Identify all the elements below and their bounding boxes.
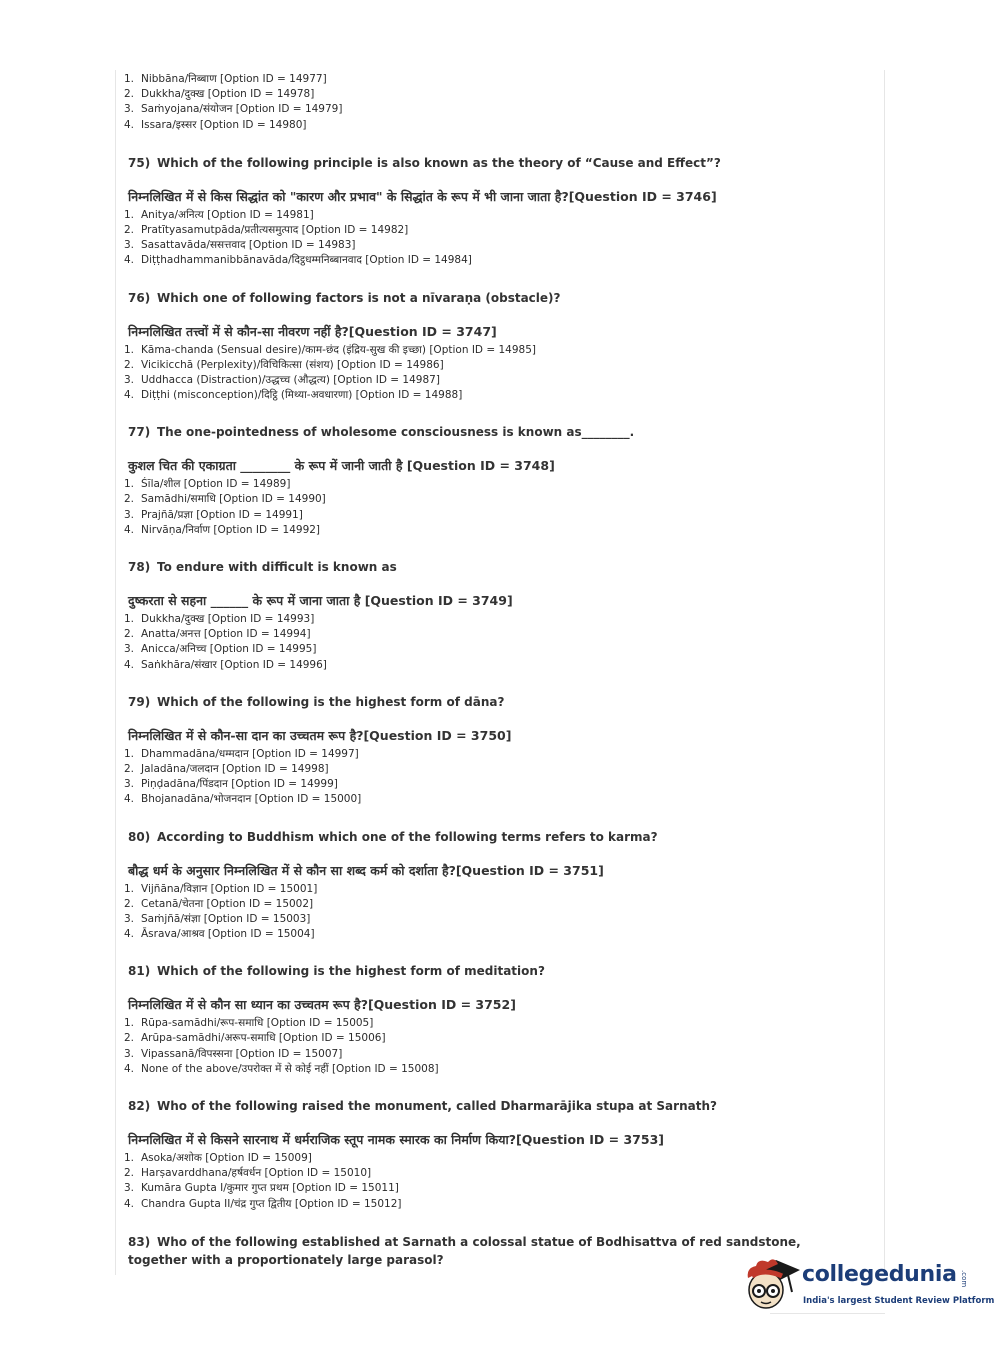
option-text: Nibbāna/निब्बाण [Option ID = 14977] — [141, 73, 327, 85]
option-text: Anatta/अनत्त [Option ID = 14994] — [141, 628, 311, 641]
option-text: Dukkha/दुक्ख [Option ID = 14978] — [141, 88, 315, 101]
option-item — [124, 508, 824, 523]
option-item — [124, 1016, 824, 1031]
option-text: Asoka/अशोक [Option ID = 15009] — [141, 1152, 312, 1164]
question-english: Which of the following principle is also known as the theory of “Cause and Effect”? — [157, 155, 721, 170]
option-item — [124, 1151, 824, 1166]
question-text-english: Who of the following established at Sarnath a colossal statue of Bodhisattva of red sandstone, together with a proportionately large parasol? — [128, 1234, 801, 1267]
option-text: Anitya/अनित्य [Option ID = 14981] — [141, 208, 314, 221]
question-number: 83) — [128, 1234, 151, 1249]
question-block — [124, 154, 824, 269]
option-text: Diṭṭhadhammanibbānavāda/दिट्ठधम्मनिब्बानवाद [Option ID = 14984] — [141, 254, 472, 267]
intro-option-list — [124, 72, 824, 133]
option-number: 1. — [124, 73, 135, 85]
option-number: 2. — [124, 358, 135, 371]
option-list — [124, 477, 824, 538]
option-item — [124, 1181, 824, 1196]
option-item — [124, 477, 824, 492]
option-item — [124, 627, 824, 642]
option-number: 2. — [124, 762, 135, 775]
option-text: Kumāra Gupta I/कुमार गुप्त प्रथम [Option ID = 15011] — [141, 1182, 399, 1195]
option-number: 4. — [124, 1197, 135, 1210]
page-border-left — [115, 70, 116, 1275]
option-item — [124, 747, 824, 762]
question-number: 81) — [128, 964, 151, 979]
question-block — [124, 558, 824, 673]
option-number: 1. — [124, 613, 135, 625]
option-item — [124, 1062, 824, 1077]
question-text-hindi: दुष्करता से सहना ______ के रूप में जाना जाता है [Question ID = 3749] — [128, 593, 513, 608]
option-number: 4. — [124, 793, 135, 806]
option-number: 4. — [124, 928, 135, 941]
option-text: Dukkha/दुक्ख [Option ID = 14993] — [141, 613, 315, 625]
option-item — [124, 208, 824, 223]
option-item — [124, 343, 824, 358]
option-number: 3. — [124, 103, 135, 116]
option-number: 3. — [124, 1047, 135, 1060]
option-number: 1. — [124, 1017, 135, 1030]
option-number: 2. — [124, 1167, 135, 1180]
option-number: 3. — [124, 643, 135, 656]
question-text-hindi: निम्नलिखित तत्त्वों में से कौन-सा नीवरण नहीं है?[Question ID = 3747] — [128, 323, 497, 339]
question-number: 75) — [128, 155, 151, 170]
question-text-english — [128, 289, 824, 307]
collegedunia-logo — [742, 1250, 995, 1314]
question-english: To endure with difficult is known as — [157, 560, 397, 574]
option-text: Vipassanā/विपस्सना [Option ID = 15007] — [141, 1047, 343, 1060]
option-item — [124, 118, 824, 133]
option-text: Chandra Gupta II/चंद्र गुप्त द्वितीय [Option ID = 15012] — [141, 1197, 402, 1210]
question-number: 77) — [128, 425, 151, 440]
question-paper-content — [124, 72, 824, 1269]
option-text: Kāma-chanda (Sensual desire)/काम-छंद (इंद्रिय-सुख की इच्छा) [Option ID = 14985] — [141, 343, 536, 356]
question-block — [124, 1097, 824, 1212]
option-text: Sasattavāda/ससत्तवाद [Option ID = 14983] — [141, 239, 356, 252]
option-text: Vicikicchā (Perplexity)/विचिकित्सा (संशय) [Option ID = 14986] — [141, 358, 444, 371]
option-number: 2. — [124, 223, 135, 236]
option-number: 4. — [124, 1062, 135, 1075]
option-item — [124, 897, 824, 912]
option-number: 3. — [124, 778, 135, 791]
option-text: Diṭṭhi (misconception)/दिट्ठि (मिथ्या-अवधारणा) [Option ID = 14988] — [141, 389, 463, 402]
option-number: 3. — [124, 1182, 135, 1195]
logo-dotcom: .com — [960, 1270, 968, 1288]
option-text: Piṇḍadāna/पिंडदान [Option ID = 14999] — [141, 778, 338, 791]
option-item — [124, 373, 824, 388]
logo-tagline: India's largest Student Review Platform — [803, 1296, 995, 1306]
option-item — [124, 238, 824, 253]
question-83 — [128, 1233, 818, 1269]
option-item — [124, 882, 824, 897]
option-text: Vijñāna/विज्ञान [Option ID = 15001] — [141, 882, 318, 895]
option-text: Cetanā/चेतना [Option ID = 15002] — [141, 897, 314, 910]
option-text: Āsrava/आश्रव [Option ID = 15004] — [141, 928, 315, 941]
option-text: Saṁjñā/संज्ञा [Option ID = 15003] — [141, 912, 311, 925]
page-border-right — [884, 70, 885, 1275]
question-english: The one-pointedness of wholesome consciousness is known as________. — [157, 425, 635, 440]
option-number: 1. — [124, 478, 135, 491]
option-item — [124, 102, 824, 117]
question-text-english — [128, 693, 824, 711]
question-english: Which of the following is the highest form of dāna? — [157, 694, 505, 709]
question-text-hindi: निम्नलिखित में से कौन-सा दान का उच्चतम रूप है?[Question ID = 3750] — [128, 727, 512, 743]
option-list — [124, 882, 824, 943]
question-number: 76) — [128, 290, 151, 305]
option-item — [124, 253, 824, 268]
question-english: Which one of following factors is not a nīvaraṇa (obstacle)? — [157, 290, 561, 305]
option-number: 1. — [124, 208, 135, 221]
option-item — [124, 523, 824, 538]
option-number: 2. — [124, 628, 135, 641]
option-text: Issara/इस्सर [Option ID = 14980] — [141, 118, 307, 131]
option-text: Rūpa-samādhi/रूप-समाधि [Option ID = 15005] — [141, 1017, 374, 1030]
option-number: 1. — [124, 882, 135, 895]
option-text: Saṅkhāra/संखार [Option ID = 14996] — [141, 658, 327, 671]
option-text: None of the above/उपरोक्त में से कोई नहीं [Option ID = 15008] — [141, 1062, 439, 1075]
question-number: 79) — [128, 694, 151, 709]
question-text-english — [128, 962, 824, 980]
question-number: 80) — [128, 829, 151, 844]
question-english: Who of the following raised the monument, called Dharmarājika stupa at Sarnath? — [157, 1099, 717, 1113]
option-item — [124, 912, 824, 927]
option-item — [124, 777, 824, 792]
option-text: Samādhi/समाधि [Option ID = 14990] — [141, 493, 326, 506]
option-number: 3. — [124, 508, 135, 521]
option-text: Anicca/अनिच्च [Option ID = 14995] — [141, 643, 317, 656]
option-list — [124, 1016, 824, 1077]
question-text-hindi: निम्नलिखित में से किस सिद्धांत को "कारण और प्रभाव" के सिद्धांत के रूप में भी जाना जाता है?[Question ID = 3746] — [128, 188, 717, 204]
option-item — [124, 1031, 824, 1046]
option-text: Saṁyojana/संयोजन [Option ID = 14979] — [141, 103, 343, 116]
option-number: 1. — [124, 747, 135, 760]
option-item — [124, 642, 824, 657]
option-text: Pratītyasamutpāda/प्रतीत्यसमुत्पाद [Option ID = 14982] — [141, 223, 409, 236]
option-number: 2. — [124, 493, 135, 506]
option-number: 4. — [124, 523, 135, 536]
option-text: Nirvāṇa/निर्वाण [Option ID = 14992] — [141, 523, 321, 536]
option-number: 1. — [124, 343, 135, 356]
option-text: Arūpa-samādhi/अरूप-समाधि [Option ID = 15006] — [141, 1032, 386, 1045]
question-text-english — [128, 154, 824, 172]
option-number: 4. — [124, 389, 135, 402]
mascot-icon — [742, 1250, 802, 1312]
question-text-english — [128, 1097, 824, 1115]
question-block — [124, 693, 824, 808]
question-number: 82) — [128, 1099, 151, 1113]
option-list — [124, 343, 824, 404]
question-text-hindi: कुशल चित की एकाग्रता ________ के रूप में जानी जाती है [Question ID = 3748] — [128, 458, 555, 474]
question-text-english — [128, 558, 824, 576]
option-text: Harṣavarddhana/हर्षवर्धन [Option ID = 15010] — [141, 1167, 372, 1180]
option-item — [124, 762, 824, 777]
option-number: 4. — [124, 254, 135, 267]
option-text: Śīla/शील [Option ID = 14989] — [141, 478, 291, 491]
question-english: Which of the following is the highest form of meditation? — [157, 964, 545, 979]
question-block — [124, 289, 824, 404]
option-list — [124, 1151, 824, 1212]
logo-brand: collegedunia — [802, 1262, 957, 1287]
option-number: 1. — [124, 1152, 135, 1164]
option-list — [124, 612, 824, 673]
option-item — [124, 72, 824, 87]
question-text-hindi: निम्नलिखित में से किसने सारनाथ में धर्मराजिक स्तूप नामक स्मारक का निर्माण किया?[Question ID = 3753] — [128, 1132, 664, 1147]
option-item — [124, 612, 824, 627]
option-item — [124, 358, 824, 373]
option-item — [124, 1047, 824, 1062]
option-text: Dhammadāna/धम्मदान [Option ID = 14997] — [141, 747, 359, 760]
option-number: 3. — [124, 912, 135, 925]
option-list — [124, 747, 824, 808]
option-number: 2. — [124, 88, 135, 101]
question-block — [124, 828, 824, 943]
option-text: Uddhacca (Distraction)/उद्धच्च (औद्धत्य) [Option ID = 14987] — [141, 373, 440, 386]
question-english: According to Buddhism which one of the following terms refers to karma? — [157, 829, 658, 844]
option-item — [124, 388, 824, 403]
option-item — [124, 1166, 824, 1181]
option-item — [124, 223, 824, 238]
option-text: Jaladāna/जलदान [Option ID = 14998] — [141, 762, 329, 775]
question-number: 78) — [128, 560, 151, 574]
option-item — [124, 87, 824, 102]
option-number: 2. — [124, 897, 135, 910]
option-list — [124, 208, 824, 269]
option-item — [124, 492, 824, 507]
question-block — [124, 962, 824, 1077]
option-item — [124, 792, 824, 807]
question-text-english — [128, 423, 824, 441]
option-number: 3. — [124, 239, 135, 252]
question-list — [124, 133, 824, 1212]
option-number: 4. — [124, 658, 135, 671]
option-number: 4. — [124, 118, 135, 131]
option-number: 3. — [124, 373, 135, 386]
option-item — [124, 1197, 824, 1212]
question-text-hindi: निम्नलिखित में से कौन सा ध्यान का उच्चतम रूप है?[Question ID = 3752] — [128, 997, 516, 1013]
option-text: Bhojanadāna/भोजनदान [Option ID = 15000] — [141, 793, 362, 806]
question-text-english — [128, 828, 824, 846]
option-item — [124, 927, 824, 942]
option-number: 2. — [124, 1032, 135, 1045]
option-text: Prajñā/प्रज्ञा [Option ID = 14991] — [141, 508, 303, 521]
option-item — [124, 658, 824, 673]
question-text-hindi: बौद्ध धर्म के अनुसार निम्नलिखित में से कौन सा शब्द कर्म को दर्शाता है?[Question ID = 3751] — [128, 862, 604, 878]
question-block — [124, 423, 824, 538]
